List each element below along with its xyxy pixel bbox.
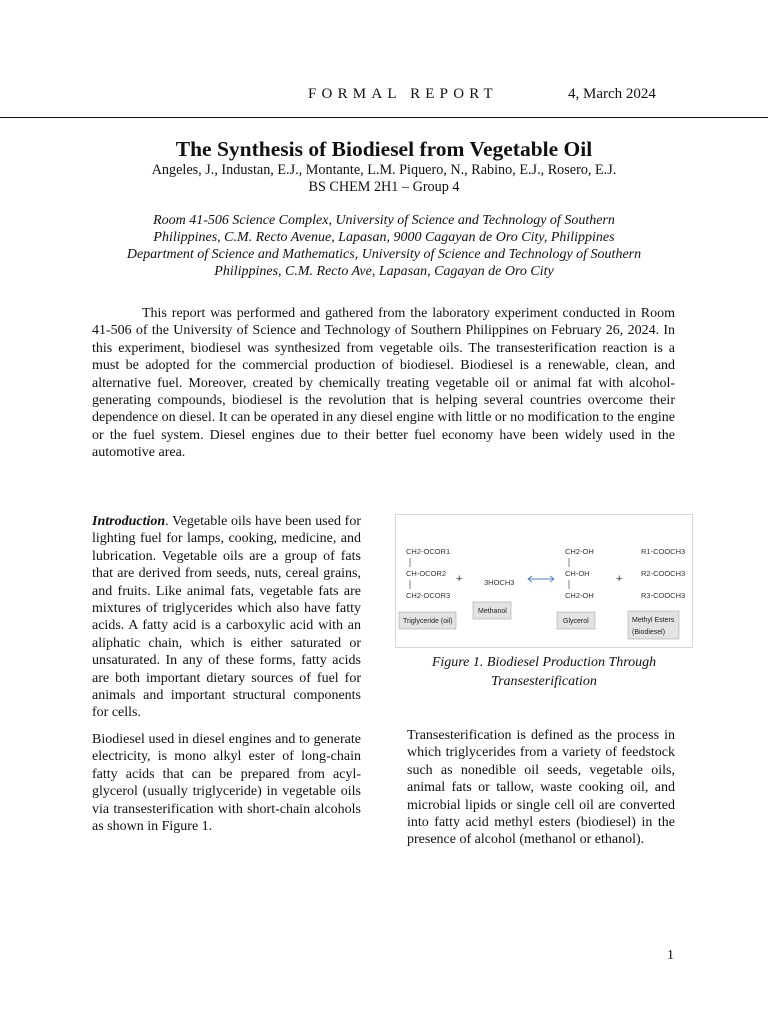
left-column (92, 513, 361, 844)
esters-label: (Biodiesel) (632, 629, 666, 636)
transesterification-paragraph: Transesterification is defined as the process in which triglycerides from a variety of feedstock such as nonedible oil seeds, vegetable oils, animal fats or tallow, waste cooking oil, and microbial lipids or single cell oil are converted into fatty acid methyl esters (biodiesel) in the presence of alcohol (methanol or ethanol). (407, 728, 675, 848)
page-number: 1 (667, 948, 674, 963)
plus-sign: + (456, 573, 463, 585)
figure-caption (398, 653, 690, 691)
header-rule (0, 117, 768, 118)
author-list: Angeles, J., Industan, E.J., Montante, L.M. Piquero, N., Rabino, E.J., Rosero, E.J. (151, 162, 617, 178)
triglyceride-line: CH-OCOR2 (406, 569, 447, 578)
glycerol-line: CH-OH (565, 569, 590, 578)
methanol-formula: 3HOCH3 (484, 578, 515, 587)
affiliation-line: Department of Science and Mathematics, University of Science and Technology of Southern (126, 247, 642, 262)
triglyceride-line: CH2-OCOR1 (406, 547, 451, 556)
intro-paragraph (92, 513, 361, 722)
methanol-label: Methanol (478, 608, 507, 615)
reaction-diagram (396, 515, 692, 647)
report-date: 4, March 2024 (568, 86, 656, 102)
abstract-paragraph: This report was performed and gathered from the laboratory experiment conducted in Room 41-506 of the University of Science and Technology of Southern Philippines on February 26, 2024. In this experiment, biodiesel was synthesized from vegetable oils. The transesterification reaction is a must be adopted for the commercial production of biodiesel. Biodiesel is a renewable, clean, and alternative fuel. Moreover, created by chemically treating vegetable oil or animal fat with alcohol-generating compounds, biodiesel is the revolution that is helping several countries overcome their dependence on diesel. It can be operated in any diesel engine with little or no modification to the engine or the fuel system. Diesel engines due to their better fuel economy have been widely used in the automotive area. (92, 306, 675, 461)
figure-caption-line: Figure 1. Biodiesel Production Through (431, 655, 657, 670)
glycerol-label: Glycerol (563, 618, 589, 625)
figure-caption-line: Transesterification (491, 674, 597, 689)
page-header (0, 86, 768, 118)
ester-line: R1-COOCH3 (641, 547, 686, 556)
paper-title: The Synthesis of Biodiesel from Vegetable Oil (175, 137, 593, 161)
ester-line: R2-COOCH3 (641, 569, 686, 578)
glycerol-line: CH2-OH (565, 547, 594, 556)
affiliation-line: Room 41-506 Science Complex, University of Science and Technology of Southern (153, 213, 615, 228)
equilibrium-arrow-icon (528, 576, 554, 582)
intro-heading: Introduction (92, 514, 166, 529)
group-label: BS CHEM 2H1 – Group 4 (308, 179, 460, 195)
plus-sign: + (616, 573, 623, 585)
triglyceride-label: Triglyceride (oil) (403, 618, 453, 625)
affiliations (80, 212, 688, 280)
biodiesel-paragraph: Biodiesel used in diesel engines and to generate electricity, is mono alkyl ester of long-chain fatty acids that can be prepared from acyl-glycerol (usually triglyceride) in vegetable oils via transesterification with short-chain alcohols as shown in Figure 1. (92, 731, 361, 834)
glycerol-line: CH2-OH (565, 591, 594, 600)
report-type-label: FORMAL REPORT (308, 86, 498, 102)
triglyceride-line: CH2-OCOR3 (406, 591, 451, 600)
ester-line: R3-COOCH3 (641, 591, 686, 600)
esters-label: Methyl Esters (632, 617, 675, 624)
title-block (80, 136, 688, 196)
affiliation-line: Philippines, C.M. Recto Avenue, Lapasan, 9000 Cagayan de Oro City, Philippines (153, 230, 615, 245)
reaction-figure (395, 514, 693, 648)
intro-text: . Vegetable oils have been used for lighting fuel for lamps, cooking, medicine, and lubrication. Vegetable oils are a group of fats that are derived from seeds, nuts, cereal grains, and fruits. Like animal fats, vegetable fats are mixtures of triglycerides which also have fatty acids. A fatty acid is a carboxylic acid with an aliphatic chain, which is either saturated or unsaturated. In any of these forms, fatty acids are both important dietary sources of fuel for animals and important structural components for cells. (92, 514, 361, 721)
affiliation-line: Philippines, C.M. Recto Ave, Lapasan, Cagayan de Oro City (214, 264, 554, 279)
